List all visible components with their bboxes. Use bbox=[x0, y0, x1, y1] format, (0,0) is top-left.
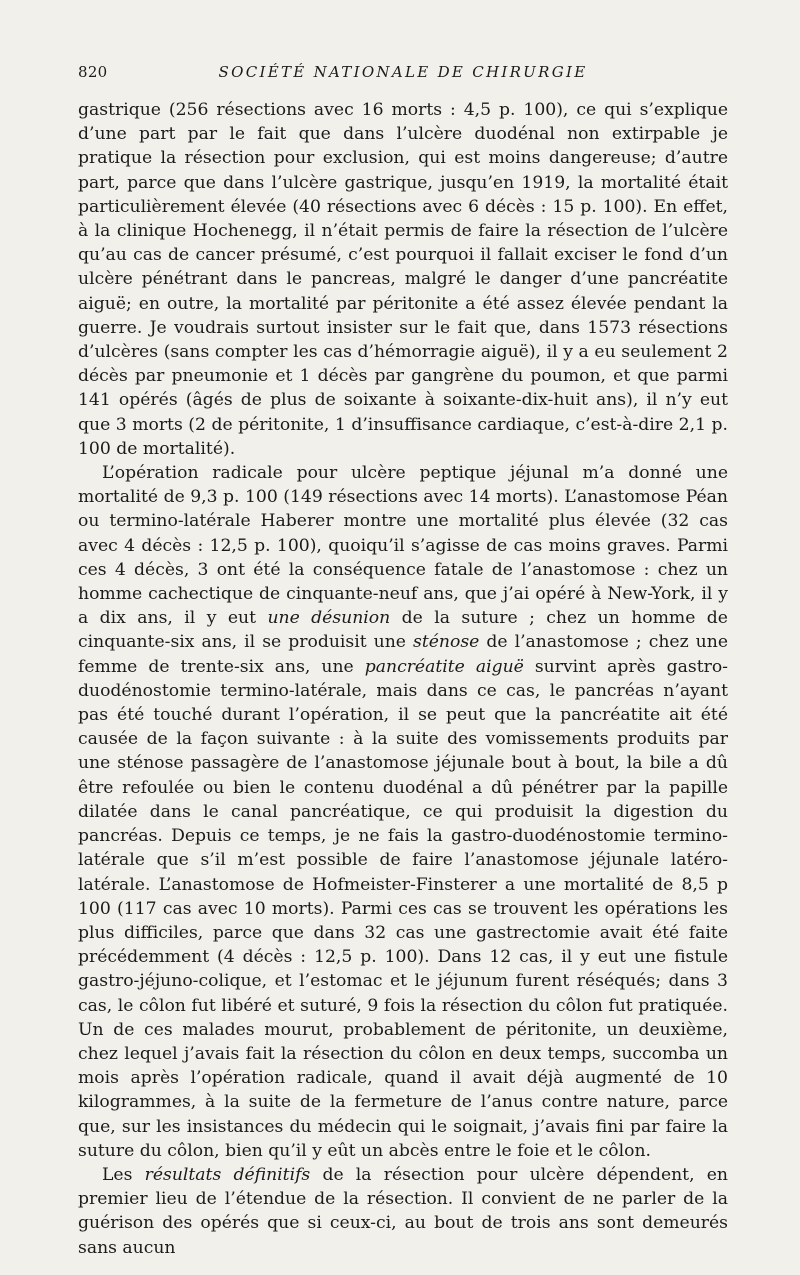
text-run: de la suture ; chez un homme de cinquante-six ans, il se produisit une bbox=[78, 608, 728, 653]
text-run: L’opération radicale pour ulcère peptique jéjunal m’a donné une mortalité de 9,3 p. 100 (149 résections avec 14 morts). L’anastomose Péan ou termino-latérale Haberer montre une mortalité plus élevée (32 cas avec 4 décès : 12,5 p. 100), quoiqu’il s’agisse de cas moins graves. Parmi ces 4 décès, 3 ont été la conséquence fatale de l’anastomose : chez un homme cachectique de cinquante-neuf ans, que j’ai opéré à New-York, il y a dix ans, il y eut bbox=[78, 463, 728, 629]
italic-run: une désunion bbox=[267, 608, 391, 629]
paragraph bbox=[78, 98, 728, 461]
text-run: survint après gastro-duodénostomie termino-latérale, mais dans ce cas, le pancréas n’ayant pas été touché durant l’opération, il se peut que la pancréatite ait été causée de la façon suivante : à la suite des vomissements produits par une sténose passagère de l’anastomose jéjunale bout à bout, la bile a dû être refoulée ou bien le contenu duodénal a dû pénétrer par la papille dilatée dans le canal pancréatique, ce qui produisit la digestion du pancréas. Depuis ce temps, je ne fais la gastro-duodénostomie termino-latérale que s’il m’est possible de faire l’anastomose jéjunale latéro-latérale. L’anastomose de Hofmeister-Finsterer a une mortalité de 8,5 p 100 (117 cas avec 10 morts). Parmi ces cas se trouvent les opérations les plus difficiles, parce que dans 32 cas une gastrectomie avait été faite précédemment (4 décès : 12,5 p. 100). Dans 12 cas, il y eut une fistule gastro-jéjuno-colique, et l’estomac et le jéjunum furent réséqués; dans 3 cas, le côlon fut libéré et suturé, 9 fois la résection du côlon fut pratiquée. Un de ces malades mourut, probablement de péritonite, un deuxième, chez lequel j’avais fait la résection du côlon en deux temps, succomba un mois après l’opération radicale, quand il avait déjà augmenté de 10 kilogrammes, à la suite de la fermeture de l’anus contre nature, parce que, sur les insistances du médecin qui le soignait, j’avais fini par faire la suture du côlon, bien qu’il y eût un abcès entre le foie et le côlon. bbox=[78, 656, 728, 1161]
running-title: SOCIÉTÉ NATIONALE DE CHIRURGIE bbox=[218, 63, 588, 81]
body-text bbox=[78, 98, 728, 1260]
text-run: de l’anastomose ; chez une femme de trente-six ans, une bbox=[78, 632, 728, 677]
page-header bbox=[78, 63, 728, 87]
italic-run: sténose bbox=[413, 632, 480, 653]
text-run: gastrique (256 résections avec 16 morts : 4,5 p. 100), ce qui s’explique d’une part par le fait que dans l’ulcère duodénal non extirpable je pratique la résection pour exclusion, qui est moins dangereuse; d’autre part, parce que dans l’ulcère gastrique, jusqu’en 1919, la mortalité était particulièrement élevée (40 résections avec 6 décès : 15 p. 100). En effet, à la clinique Hochenegg, il n’était permis de faire la résection de l’ulcère qu’au cas de cancer présumé, c’est pourquoi il fallait exciser le fond d’un ulcère pénétrant dans le pancreas, malgré le danger d’une pancréatite aiguë; en outre, la mortalité par péritonite a été assez élevée pendant la guerre. Je voudrais surtout insister sur le fait que, dans 1573 résections d’ulcères (sans compter les cas d’hémorragie aiguë), il y a eu seulement 2 décès par pneumonie et 1 décès par gangrène du poumon, et que parmi 141 opérés (âgés de plus de soixante à soixante-dix-huit ans), il n’y eut que 3 morts (2 de péritonite, 1 d’insuffisance cardiaque, c’est-à-dire 2,1 p. 100 de mortalité). bbox=[78, 100, 728, 459]
paragraph bbox=[78, 461, 728, 1163]
page-number: 820 bbox=[78, 63, 108, 81]
paragraph bbox=[78, 1163, 728, 1260]
text-run: de la résection pour ulcère dépendent, en premier lieu de l’étendue de la résection. Il convient de ne parler de la guérison des opérés que si ceux-ci, au bout de trois ans sont demeurés sans aucun bbox=[78, 1164, 728, 1258]
italic-run: pancréatite aiguë bbox=[364, 656, 524, 677]
italic-run: résultats définitifs bbox=[144, 1164, 311, 1185]
text-run: Les bbox=[102, 1164, 145, 1185]
